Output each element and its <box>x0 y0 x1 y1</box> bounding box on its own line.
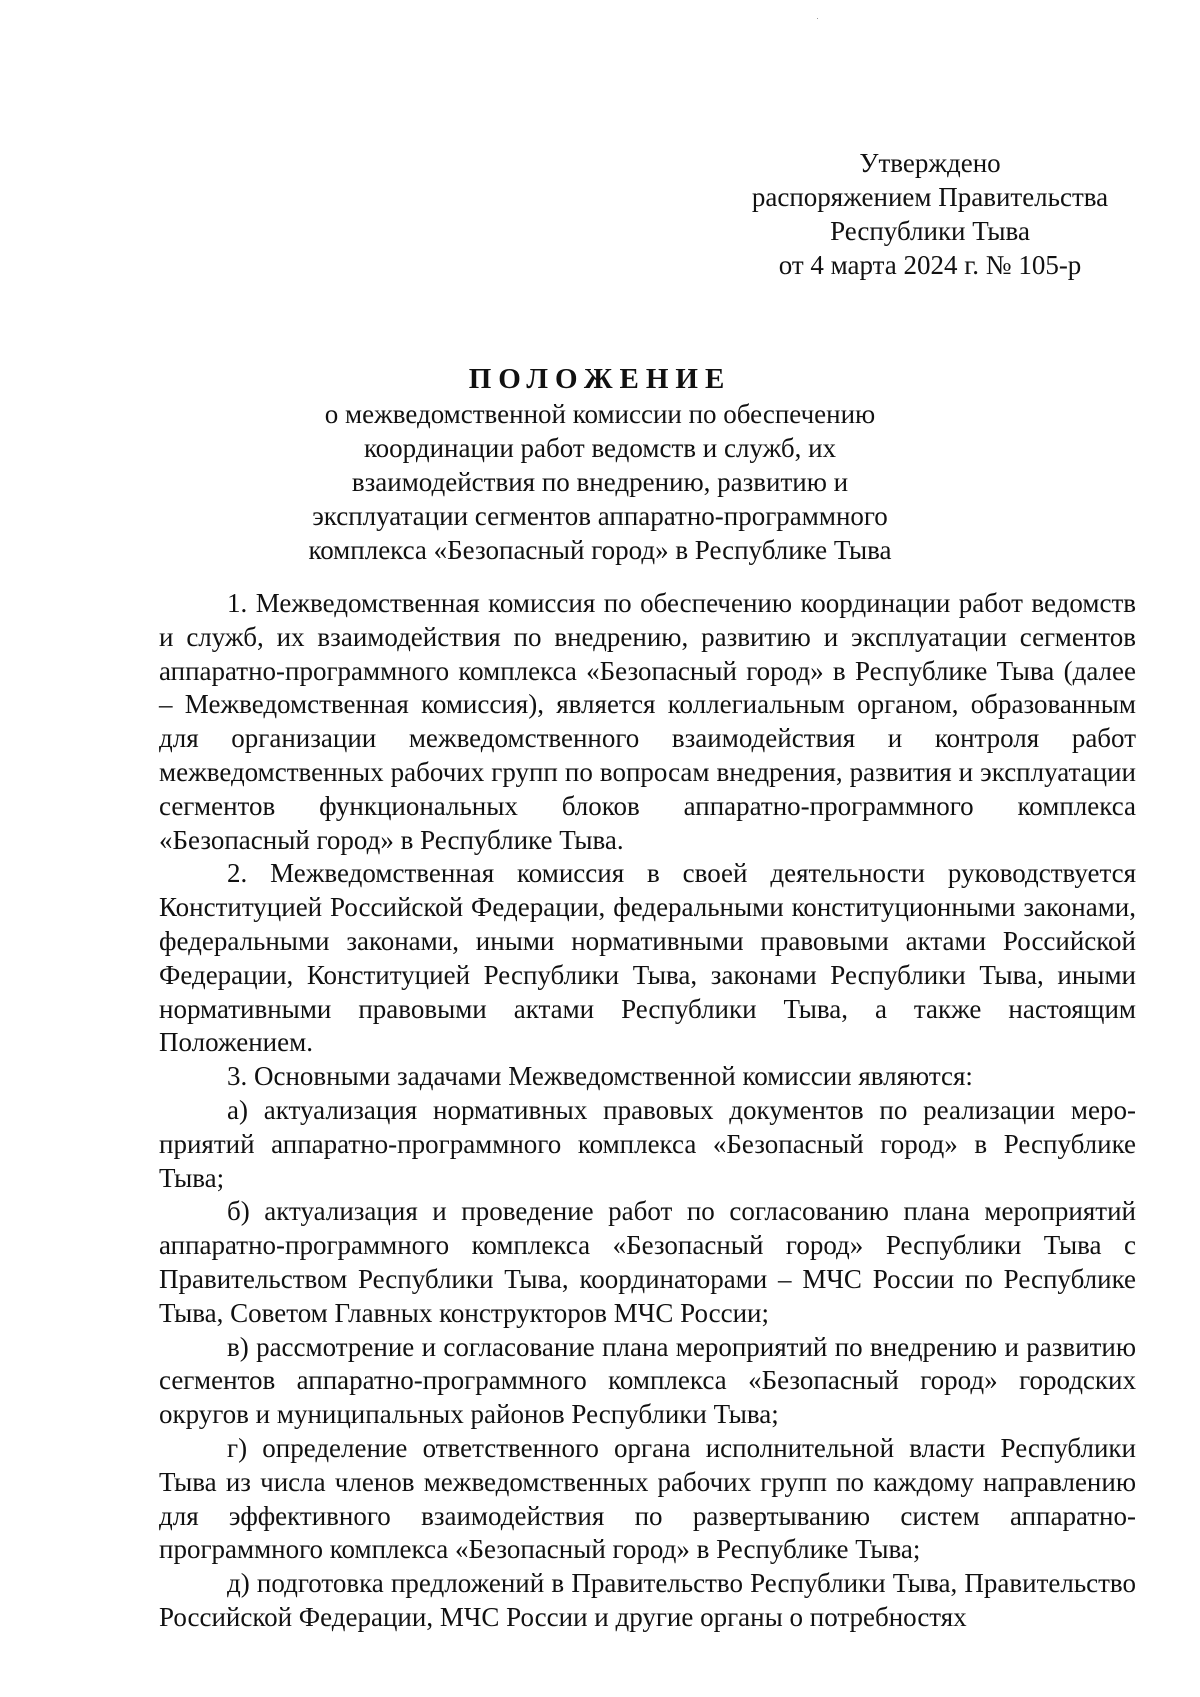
approval-date-line: от 4 марта 2024 г. № 105-р <box>778 250 1082 280</box>
paragraph-2: 2. Межведомственная комиссия в своей деятельности руководствуется Конституцией Российской Федерации, федеральными конституционными законами, федеральными законами, иными нормативными правовыми актами Российской Федерации, Конституцией Республики Тыва, законами Республики Тыва, иными нормативными правовыми актами Республики Тыва, а также настоящим Положением. <box>159 858 1136 1058</box>
subtitle-line: эксплуатации сегментов аппаратно-программного <box>312 501 888 531</box>
list-item-g: г) определение ответственного органа исполнительной власти Республики Тыва из числа членов межведомственных рабочих групп по каждому направлению для эффективного взаимодействия по развертыванию систем аппаратно-программного комплекса «Безопасный город» в Республике Тыва; <box>159 1432 1136 1565</box>
approval-stamp-block <box>720 146 1140 282</box>
document-header <box>250 361 950 567</box>
list-item-v: в) рассмотрение и согласование плана мероприятий по внедрению и развитию сегментов аппаратно-программного комплекса «Безопасный город» городских округов и муниципальных районов Республики Тыва; <box>159 1331 1136 1430</box>
scan-speck <box>817 18 818 19</box>
list-item-d: д) подготовка предложений в Правительство Республики Тыва, Правительство Российской Федерации, МЧС России и другие органы о потребностях <box>159 1568 1136 1632</box>
approval-line: распоряжением Правительства <box>751 182 1109 212</box>
paragraph-1: 1. Межведомственная комиссия по обеспечению координации работ ведомств и служб, их взаимодействия по внедрению, развитию и эксплуатации сегментов аппаратно-программного комплекса «Безопасный город» в Республике Тыва (далее – Межведомственная комиссия), является коллегиальным органом, образованным для организации межведомственного взаимодействия и контроля работ межведомственных рабочих групп по вопросам внедрения, развития и эксплуатации сегментов функциональных блоков аппаратно-программного комплекса «Безопасный город» в Республике Тыва. <box>159 588 1136 855</box>
paragraph-3: 3. Основными задачами Межведомственной комиссии являются: <box>227 1061 973 1092</box>
list-item-a: а) актуализация нормативных правовых документов по реализации мероприятий аппаратно-программного комплекса «Безопасный город» в Республике Тыва; <box>159 1094 1136 1193</box>
subtitle-line: взаимодействия по внедрению, развитию и <box>351 467 849 497</box>
list-item-b: б) актуализация и проведение работ по согласованию плана мероприятий аппаратно-программного комплекса «Безопасный город» Республики Тыва с Правительством Республики Тыва, координаторами – МЧС России по Республике Тыва, Советом Главных конструкторов МЧС России; <box>159 1196 1136 1328</box>
document-body <box>159 587 1136 1635</box>
document-title: ПОЛОЖЕНИЕ <box>468 363 732 395</box>
document-subtitle <box>250 397 950 567</box>
subtitle-line: координации работ ведомств и служб, их <box>363 433 837 463</box>
approval-line: Утверждено <box>859 148 1001 178</box>
subtitle-line: о межведомственной комиссии по обеспечению <box>324 399 876 429</box>
approval-line: Республики Тыва <box>830 216 1030 246</box>
subtitle-line: комплекса «Безопасный город» в Республике Тыва <box>308 535 892 565</box>
